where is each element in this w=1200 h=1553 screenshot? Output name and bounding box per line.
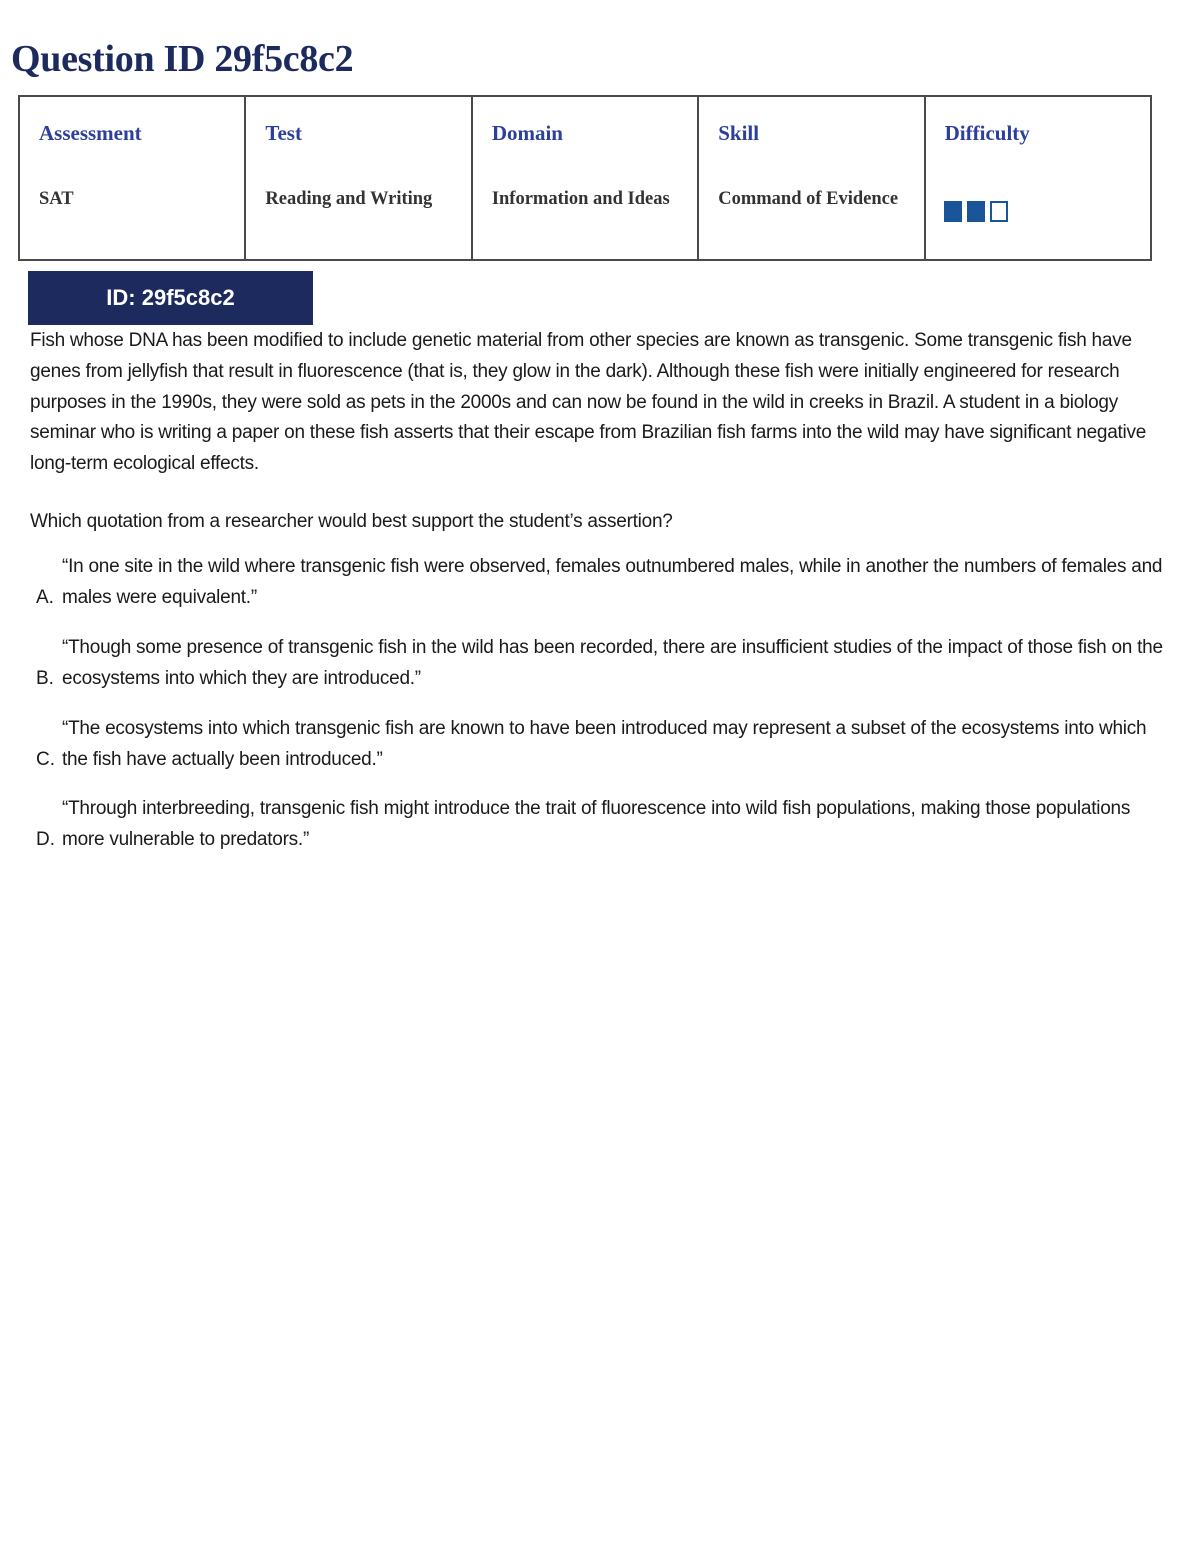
meta-cell-difficulty — [926, 97, 1150, 259]
choice-letter: D. — [36, 829, 55, 850]
choice-letter: B. — [36, 668, 54, 689]
meta-value-assessment: SAT — [39, 189, 74, 209]
meta-value-skill: Command of Evidence — [718, 189, 899, 209]
meta-cell-test — [246, 97, 472, 259]
meta-cell-domain — [473, 97, 699, 259]
choice-letter: A. — [36, 587, 54, 608]
meta-value-test: Reading and Writing — [265, 189, 433, 209]
choice-text: “Through interbreeding, transgenic fish might introduce the trait of fluorescence into wild fish populations, making those populations more vulnerable to predators.” — [62, 798, 1131, 850]
choice-text: “Though some presence of transgenic fish in the wild has been recorded, there are insufficient studies of the impact of those fish on the ecosystems into which they are introduced.” — [62, 637, 1163, 689]
question-passage: Fish whose DNA has been modified to include genetic material from other species are known as transgenic. Some transgenic fish have genes from jellyfish that result in fluorescence (that is, they glow in the dark). Although these fish were initially engineered for research purposes in the 1990s, they were sold as pets in the 2000s and can now be found in the wild in creeks in Brazil. A student in a biology seminar who is writing a paper on these fish asserts that their escape from Brazilian fish farms into the wild may have significant negative long-term ecological effects. — [30, 330, 1147, 475]
page-title: Question ID 29f5c8c2 — [11, 38, 354, 80]
choice-text: “In one site in the wild where transgenic fish were observed, females outnumbered males, while in another the numbers of females and males were equivalent.” — [62, 556, 1163, 608]
difficulty-indicator — [944, 201, 1008, 222]
answer-choice-c[interactable] — [36, 713, 1166, 775]
difficulty-square-filled — [944, 201, 962, 222]
question-meta-table — [18, 95, 1152, 261]
meta-value-domain: Information and Ideas — [491, 189, 670, 209]
difficulty-square-empty — [990, 201, 1008, 222]
question-stem: Which quotation from a researcher would best support the student’s assertion? — [30, 511, 673, 532]
answer-choice-a[interactable] — [36, 551, 1166, 613]
meta-label-skill: Skill — [718, 121, 760, 145]
meta-label-difficulty: Difficulty — [944, 121, 1030, 145]
meta-cell-skill — [699, 97, 925, 259]
meta-label-test: Test — [265, 121, 302, 145]
difficulty-square-filled — [967, 201, 985, 222]
meta-cell-assessment — [20, 97, 246, 259]
choice-text: “The ecosystems into which transgenic fish are known to have been introduced may represent a subset of the ecosystems into which the fish have actually been introduced.” — [62, 718, 1147, 770]
question-id-banner: ID: 29f5c8c2 — [28, 271, 313, 325]
choice-letter: C. — [36, 749, 55, 770]
meta-label-assessment: Assessment — [39, 121, 142, 145]
answer-choice-b[interactable] — [36, 632, 1166, 694]
meta-label-domain: Domain — [491, 121, 563, 145]
answer-choice-d[interactable] — [36, 793, 1166, 855]
